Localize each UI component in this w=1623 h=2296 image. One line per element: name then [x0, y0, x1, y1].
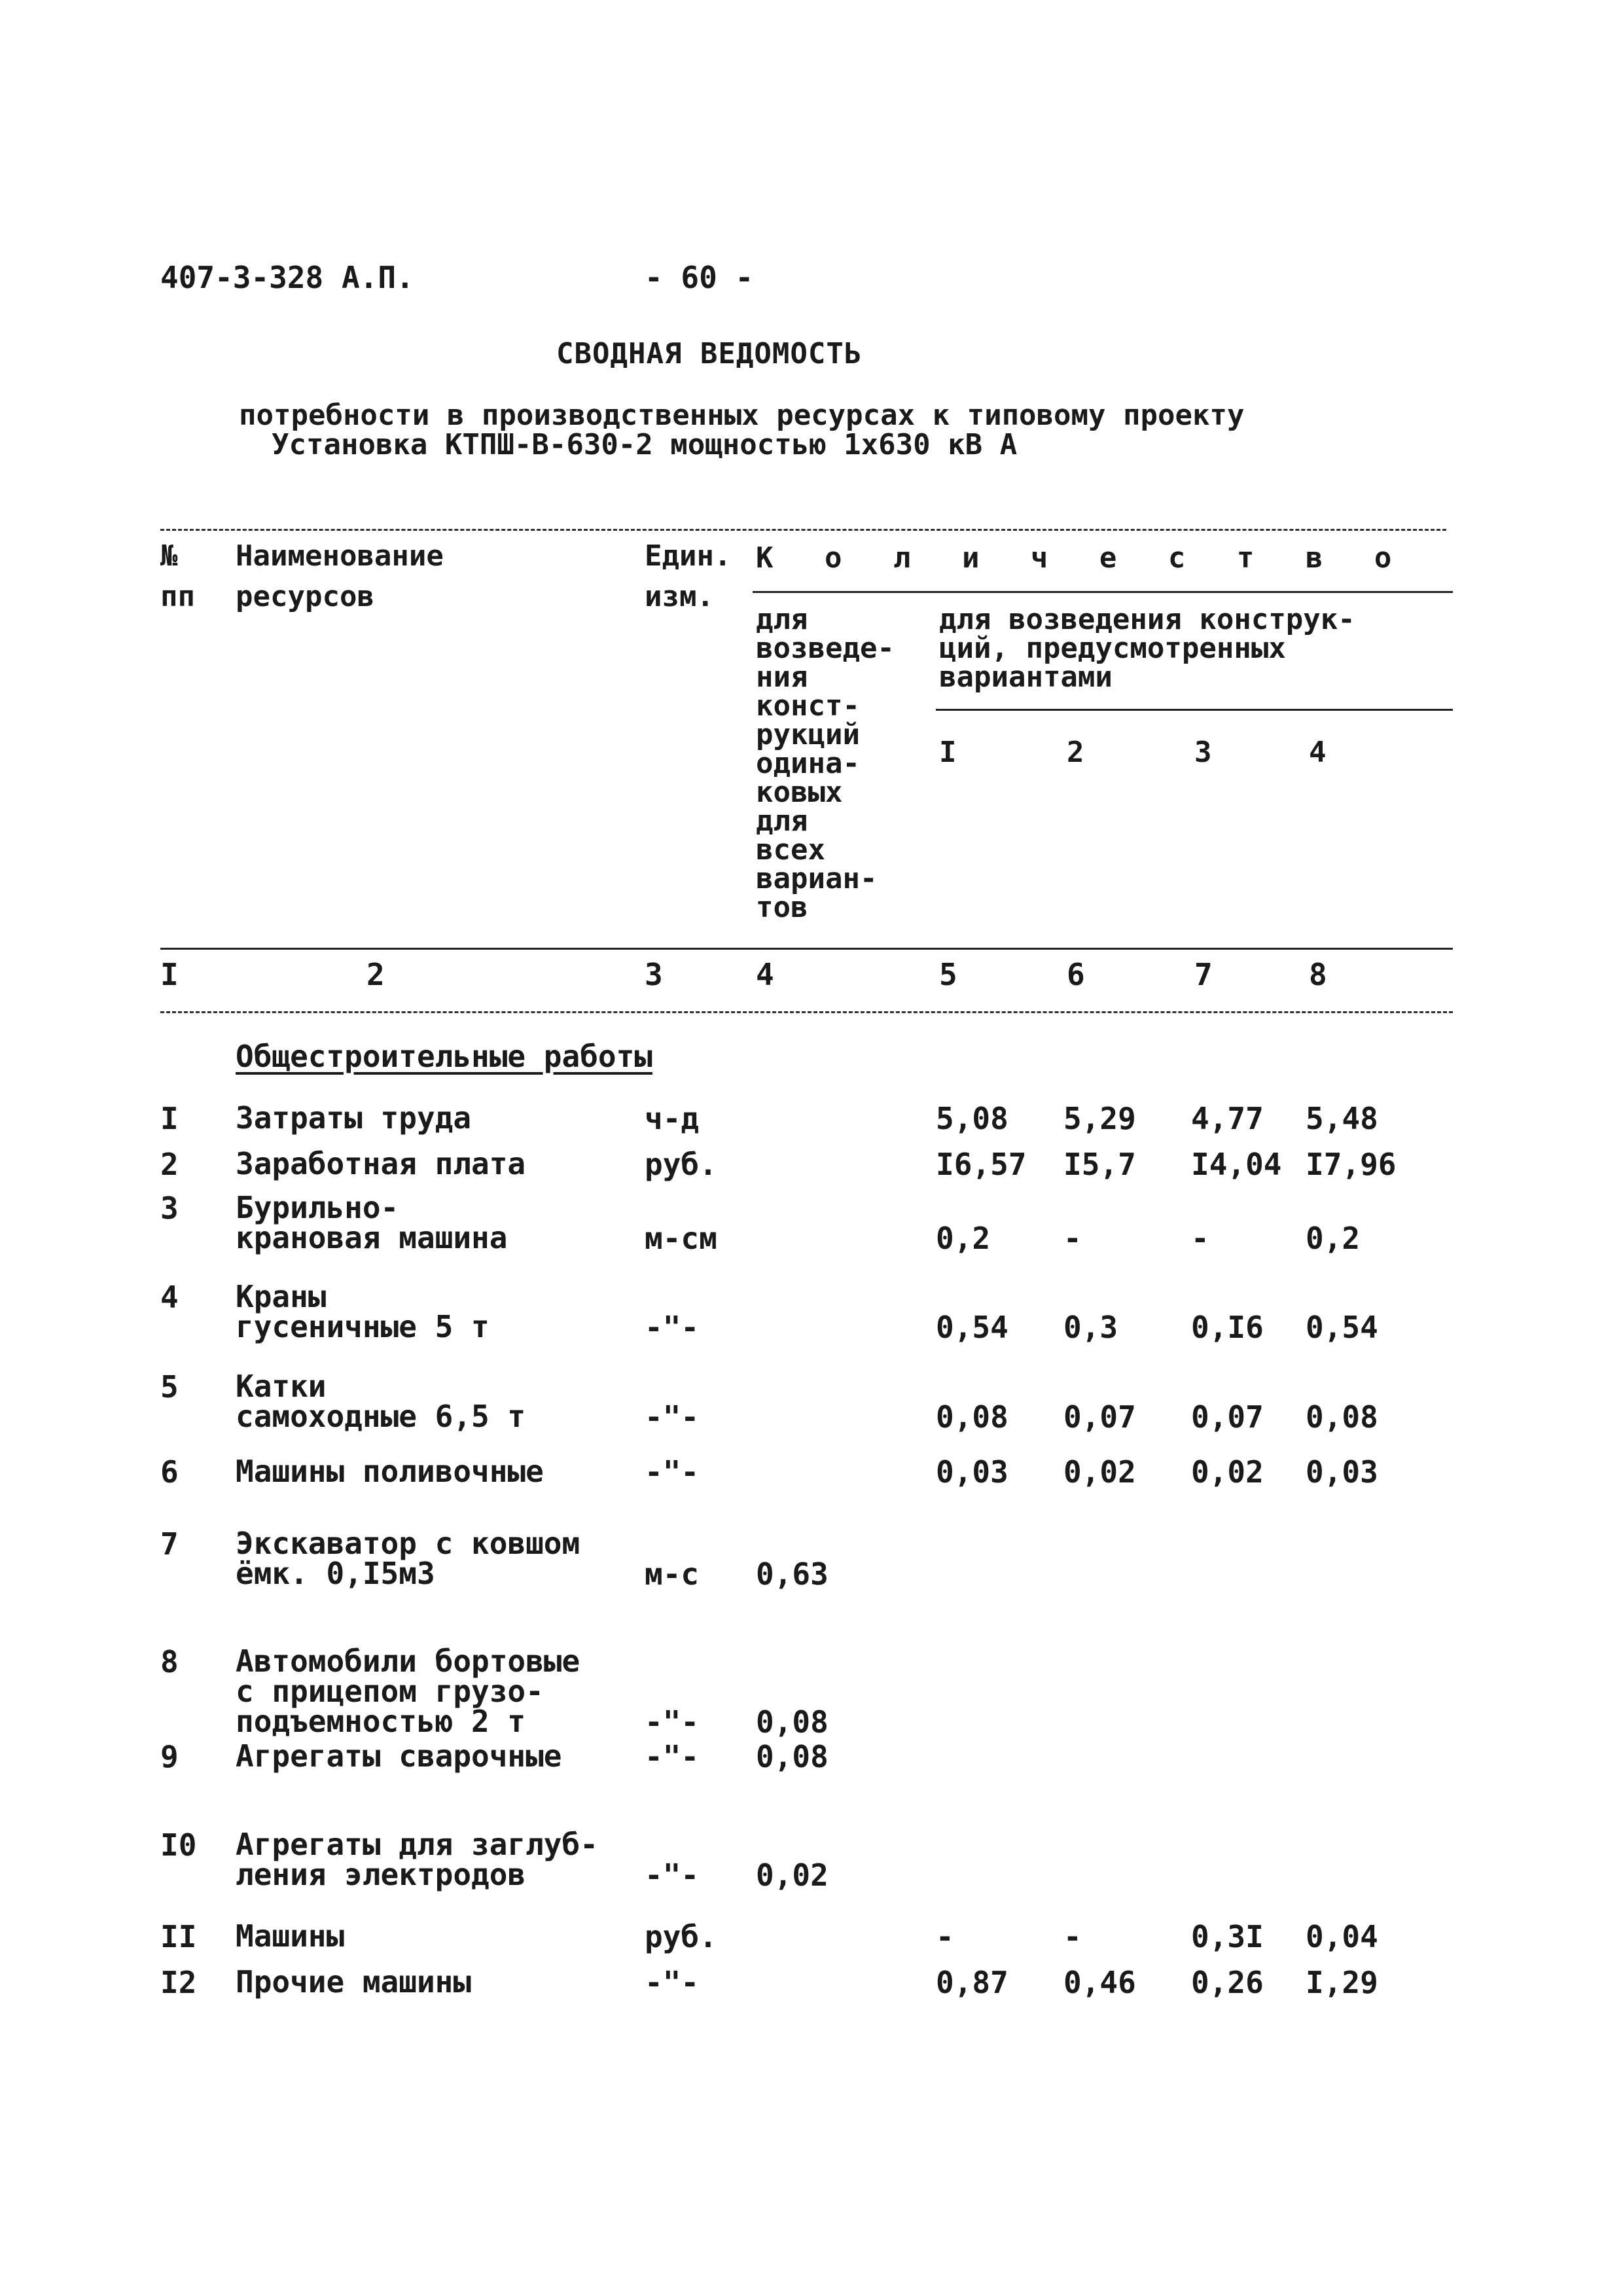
- column-number-2: 2: [366, 957, 385, 992]
- row-variant-1: 0,54: [936, 1310, 1008, 1345]
- variant-3-header: 3: [1194, 736, 1212, 769]
- row-common-qty: 0,02: [756, 1857, 829, 1893]
- row-variant-3: 0,02: [1191, 1454, 1264, 1490]
- column-number-3: 3: [645, 957, 663, 992]
- row-variant-2: -: [1063, 1919, 1082, 1954]
- column-number-4: 4: [756, 957, 774, 992]
- row-unit: -"-: [645, 1965, 700, 2000]
- document-title: СВОДНАЯ ВЕДОМОСТЬ: [556, 337, 863, 370]
- row-number: 8: [160, 1644, 179, 1679]
- row-number: I: [160, 1101, 179, 1136]
- row-variant-1: 5,08: [936, 1101, 1008, 1136]
- row-variant-3: 4,77: [1191, 1101, 1264, 1136]
- row-variant-1: 0,03: [936, 1454, 1008, 1490]
- row-resource-name: [236, 1918, 345, 1954]
- common-header-line: конст-: [756, 689, 860, 723]
- row-resource-name-line: гусеничные 5 т: [236, 1309, 490, 1344]
- row-variant-1: I6,57: [936, 1147, 1027, 1182]
- row-resource-name-line: Прочие машины: [236, 1964, 472, 2000]
- common-header-line: рукций: [756, 718, 860, 751]
- column-number-7: 7: [1194, 957, 1213, 992]
- row-number: 9: [160, 1739, 179, 1774]
- row-resource-name: [236, 1964, 472, 2000]
- row-variant-4: 0,04: [1306, 1919, 1378, 1954]
- row-unit: -"-: [645, 1704, 700, 1740]
- row-number: II: [160, 1919, 197, 1954]
- page-number: - 60 -: [645, 260, 754, 295]
- column-header-number: № пп: [160, 539, 195, 613]
- common-header-line: ния: [756, 660, 808, 694]
- row-resource-name-line: ления электродов: [236, 1857, 526, 1892]
- common-header-line: для: [756, 804, 808, 838]
- row-resource-name: [236, 1190, 508, 1255]
- row-variant-4: 0,08: [1306, 1399, 1378, 1435]
- common-header-line: ковых: [756, 776, 843, 809]
- column-number-8: 8: [1309, 957, 1327, 992]
- row-unit: -"-: [645, 1310, 700, 1345]
- row-resource-name-line: Бурильно-: [236, 1190, 399, 1225]
- row-variant-2: 0,3: [1063, 1310, 1118, 1345]
- column-number-1: I: [160, 957, 179, 992]
- row-variant-4: 0,54: [1306, 1310, 1378, 1345]
- row-resource-name-line: Краны: [236, 1279, 327, 1314]
- row-resource-name-line: Машины поливочные: [236, 1454, 544, 1489]
- row-resource-name: [236, 1100, 472, 1136]
- row-resource-name: [236, 1369, 526, 1434]
- row-variant-1: 0,2: [936, 1221, 991, 1256]
- document-subtitle-line1: потребности в производственных ресурсах к типовому проекту: [239, 399, 1245, 432]
- row-unit: руб.: [645, 1919, 717, 1954]
- document-subtitle-line2: Установка КТПШ-В-630-2 мощностью 1х630 кВ А: [272, 428, 1018, 461]
- row-resource-name: [236, 1643, 580, 1739]
- row-resource-name: [236, 1829, 598, 1890]
- column-header-common: [756, 605, 895, 922]
- variant-2-header: 2: [1067, 736, 1084, 769]
- variants-header-rule: [936, 709, 1453, 711]
- row-resource-name-line: с прицепом грузо-: [236, 1674, 544, 1709]
- row-variant-4: 5,48: [1306, 1101, 1378, 1136]
- common-header-line: одина-: [756, 747, 860, 780]
- row-resource-name-line: Агрегаты сварочные: [236, 1738, 562, 1774]
- row-unit: ч-д: [645, 1101, 700, 1136]
- row-number: 5: [160, 1369, 179, 1405]
- column-number-6: 6: [1067, 957, 1085, 992]
- row-number: 7: [160, 1526, 179, 1562]
- row-resource-name-line: Экскаватор с ковшом: [236, 1526, 580, 1561]
- row-variant-2: 0,46: [1063, 1965, 1136, 2000]
- column-header-name: Наименование ресурсов: [236, 539, 444, 613]
- common-header-line: для: [756, 603, 808, 636]
- row-unit: м-с: [645, 1556, 700, 1592]
- row-resource-name-line: ёмк. 0,I5м3: [236, 1556, 435, 1591]
- row-resource-name: [236, 1526, 580, 1591]
- row-resource-name-line: Автомобили бортовые: [236, 1643, 580, 1679]
- variants-header-line: для возведения конструк-: [939, 603, 1355, 636]
- row-number: I2: [160, 1965, 197, 2000]
- row-resource-name-line: Заработная плата: [236, 1146, 526, 1181]
- row-variant-3: I4,04: [1191, 1147, 1282, 1182]
- column-header-variants: [939, 605, 1355, 692]
- row-variant-3: 0,07: [1191, 1399, 1264, 1435]
- row-unit: м-см: [645, 1221, 717, 1256]
- variant-4-header: 4: [1309, 736, 1327, 769]
- variants-header-line: ций, предусмотренных: [939, 632, 1286, 665]
- row-variant-1: 0,08: [936, 1399, 1008, 1435]
- row-variant-4: 0,2: [1306, 1221, 1361, 1256]
- row-common-qty: 0,08: [756, 1739, 829, 1774]
- row-unit: -"-: [645, 1857, 700, 1893]
- row-variant-3: 0,I6: [1191, 1310, 1264, 1345]
- row-unit: -"-: [645, 1739, 700, 1774]
- column-header-quantity: К о л и ч е с т в о: [756, 541, 1409, 575]
- row-variant-4: 0,03: [1306, 1454, 1378, 1490]
- row-resource-name-line: Агрегаты для заглуб-: [236, 1827, 598, 1862]
- row-resource-name-line: подъемностью 2 т: [236, 1704, 526, 1739]
- row-resource-name: [236, 1279, 490, 1344]
- row-unit: руб.: [645, 1147, 717, 1182]
- row-resource-name: [236, 1146, 526, 1181]
- quantity-header-rule: [753, 591, 1453, 593]
- row-resource-name-line: крановая машина: [236, 1220, 508, 1255]
- row-resource-name-line: Затраты труда: [236, 1100, 472, 1136]
- row-variant-3: 0,3I: [1191, 1919, 1264, 1954]
- row-number: 2: [160, 1147, 179, 1182]
- row-resource-name: [236, 1738, 562, 1774]
- row-common-qty: 0,63: [756, 1556, 829, 1592]
- row-common-qty: 0,08: [756, 1704, 829, 1740]
- row-resource-name: [236, 1454, 544, 1489]
- column-numbers-top-rule: [160, 948, 1453, 950]
- row-number: 3: [160, 1191, 179, 1226]
- section-title: Общестроительные работы: [236, 1039, 652, 1074]
- table-top-rule: [160, 529, 1446, 531]
- row-variant-4: I7,96: [1306, 1147, 1397, 1182]
- row-unit: -"-: [645, 1399, 700, 1435]
- row-variant-3: -: [1191, 1221, 1209, 1256]
- row-variant-1: 0,87: [936, 1965, 1008, 2000]
- row-unit: -"-: [645, 1454, 700, 1490]
- row-variant-2: 5,29: [1063, 1101, 1136, 1136]
- row-variant-2: 0,02: [1063, 1454, 1136, 1490]
- row-variant-2: -: [1063, 1221, 1082, 1256]
- row-variant-4: I,29: [1306, 1965, 1378, 2000]
- row-number: 6: [160, 1454, 179, 1490]
- column-number-5: 5: [939, 957, 957, 992]
- column-numbers-bottom-rule: [160, 1011, 1453, 1013]
- variants-header-line: вариантами: [939, 660, 1113, 694]
- row-resource-name-line: самоходные 6,5 т: [236, 1399, 526, 1434]
- column-header-unit: Един. изм.: [645, 539, 732, 613]
- common-header-line: всех: [756, 833, 825, 867]
- row-variant-1: -: [936, 1919, 954, 1954]
- document-code: 407-3-328 А.П.: [160, 260, 414, 295]
- variant-1-header: I: [939, 736, 957, 769]
- common-header-line: тов: [756, 891, 808, 924]
- common-header-line: вариан-: [756, 862, 878, 895]
- row-number: I0: [160, 1827, 197, 1863]
- row-number: 4: [160, 1280, 179, 1315]
- row-variant-3: 0,26: [1191, 1965, 1264, 2000]
- row-resource-name-line: Машины: [236, 1918, 345, 1954]
- row-variant-2: 0,07: [1063, 1399, 1136, 1435]
- row-resource-name-line: Катки: [236, 1369, 327, 1404]
- row-variant-2: I5,7: [1063, 1147, 1136, 1182]
- common-header-line: возведе-: [756, 632, 895, 665]
